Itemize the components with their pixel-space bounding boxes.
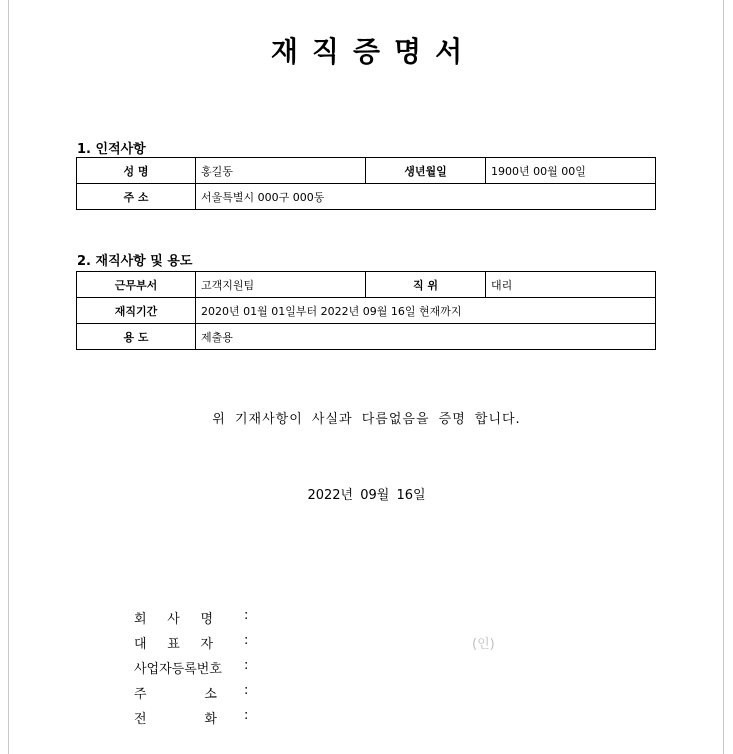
birth-label: 생년월일 <box>366 158 486 184</box>
period-label: 재직기간 <box>77 298 196 324</box>
period-value: 2020년 01월 01일부터 2022년 09월 16일 현재까지 <box>196 298 656 324</box>
colon: : <box>244 658 249 673</box>
certification-statement: 위 기재사항이 사실과 다름없음을 증명 합니다. <box>212 412 521 427</box>
position-value: 대리 <box>486 272 656 298</box>
issue-date: 2022년 09월 16일 <box>307 488 426 503</box>
document-title: 재직증명서 <box>270 35 477 68</box>
company-name-label: 회 사 명 <box>134 612 213 627</box>
name-value: 홍길동 <box>196 158 366 184</box>
colon: : <box>244 633 249 648</box>
section-personal-info-heading: 1. 인적사항 <box>77 142 146 157</box>
personal-info-table <box>76 157 656 210</box>
representative-label: 대 표 자 <box>134 637 213 652</box>
colon: : <box>244 683 249 698</box>
position-label: 직 위 <box>366 272 486 298</box>
business-no-label: 사업자등록번호 <box>134 662 222 677</box>
name-label: 성 명 <box>77 158 196 184</box>
company-address-label: 주 소 <box>134 687 217 702</box>
page-border-left <box>8 0 9 754</box>
colon: : <box>244 708 249 723</box>
seal-mark: (인) <box>472 637 495 652</box>
table-row <box>77 298 656 324</box>
page-border-right <box>723 0 724 754</box>
employment-table <box>76 271 656 350</box>
dept-label: 근무부서 <box>77 272 196 298</box>
table-row <box>77 272 656 298</box>
dept-value: 고객지원팀 <box>196 272 366 298</box>
phone-label: 전 화 <box>134 712 217 727</box>
birth-value: 1900년 00월 00일 <box>486 158 656 184</box>
address-label: 주 소 <box>77 184 196 210</box>
section-employment-heading: 2. 재직사항 및 용도 <box>77 254 193 269</box>
address-value: 서울특별시 000구 000동 <box>196 184 656 210</box>
purpose-label: 용 도 <box>77 324 196 350</box>
purpose-value: 제출용 <box>196 324 656 350</box>
table-row <box>77 324 656 350</box>
colon: : <box>244 608 249 623</box>
table-row <box>77 158 656 184</box>
table-row <box>77 184 656 210</box>
